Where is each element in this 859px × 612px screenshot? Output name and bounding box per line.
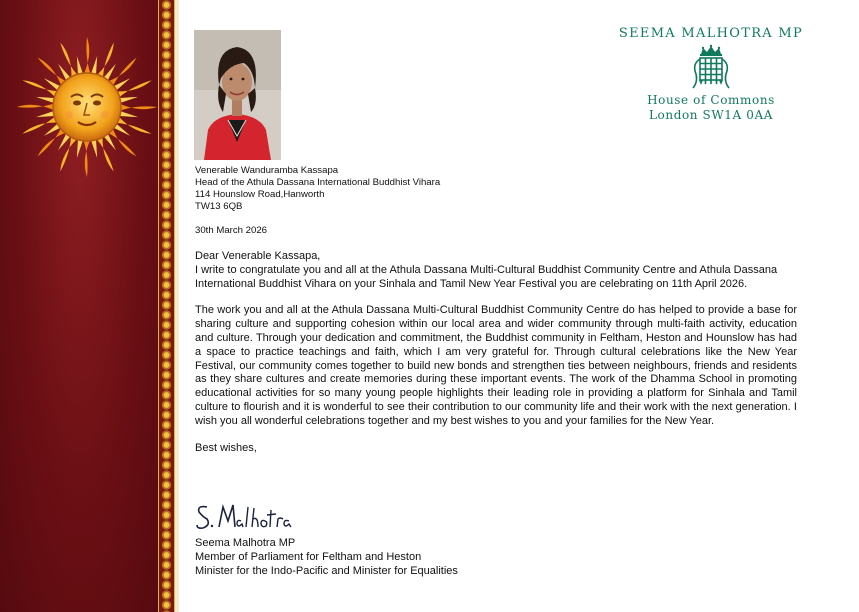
sender-role-1: Member of Parliament for Feltham and Heston — [195, 551, 422, 564]
recipient-postcode: TW13 6QB — [195, 201, 243, 212]
salutation: Dear Venerable Kassapa, — [195, 250, 321, 262]
paragraph-1: I write to congratulate you and all at the Athula Dassana Multi-Cultural Buddhist Community Centre and Athula Dassana International Buddhist Vihara on your Sinhala and Tamil New Year Festival you are celebrating on 11th April 2026. — [195, 263, 778, 290]
letter-date: 30th March 2026 — [195, 225, 267, 236]
letter-body — [195, 250, 797, 468]
recipient-title: Head of the Athula Dassana International Buddhist Vihara — [195, 177, 441, 188]
paragraph-2: The work you and all at the Athula Dassana Multi-Cultural Buddhist Community Centre do has helped to provide a base for sharing culture and supporting cohesion within our local area and wider community through multi-faith activity, education and culture. Through your dedication and commitment, the Buddhist community in Feltham, Heston and Hounslow has had a space to practice teachings and faith, which I am very grateful for. Through cultural celebrations like the New Year Festival, our community comes together to build new bonds and strengthen ties between neighbours, friends and residents as they share cultures and create memories during these important events. The work of the Dhamma School in promoting educational activities for so many young people highlights their leading role in providing a platform for Sinhala and Tamil culture to flourish and it is wonderful to see their contribution to our community life and their work with the next generation. I wish you all wonderful celebrations together and my best wishes to you and your families for the New Year. — [195, 304, 797, 427]
closing: Best wishes, — [195, 441, 257, 454]
signoff-block — [195, 536, 458, 579]
portcullis-icon — [687, 44, 735, 92]
border-edge — [175, 0, 179, 612]
recipient-address — [195, 165, 440, 213]
handwritten-signature — [195, 499, 295, 533]
recipient-street: 114 Hounslow Road,Hanworth — [195, 189, 325, 200]
letterhead-name: SEEMA MALHOTRA MP — [618, 26, 804, 41]
sender-role-2: Minister for the Indo-Pacific and Minister for Equalities — [195, 565, 458, 578]
mp-portrait-photo — [194, 30, 281, 160]
letterhead-line-2: London SW1A 0AA — [648, 108, 773, 122]
sender-name: Seema Malhotra MP — [195, 537, 296, 549]
letterhead — [600, 26, 822, 123]
intro-paragraph — [195, 250, 797, 291]
letterhead-line-1: House of Commons — [647, 93, 775, 107]
sun-icon — [12, 32, 162, 182]
recipient-name: Venerable Wanduramba Kassapa — [195, 165, 339, 176]
